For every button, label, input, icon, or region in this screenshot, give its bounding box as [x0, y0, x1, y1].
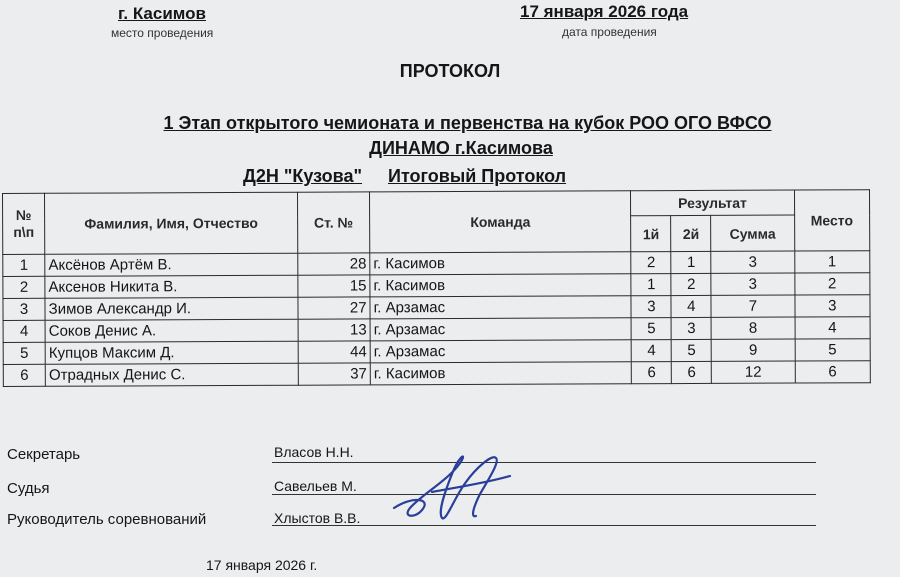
row-run2: 6: [672, 361, 712, 383]
table-row: [3, 361, 870, 387]
row-sum: 12: [712, 361, 795, 383]
row-place: 6: [795, 361, 871, 383]
row-sum: 3: [711, 273, 794, 295]
event-title-line2: ДИНАМО г.Касимова: [369, 138, 553, 158]
row-team: г. Арзамас: [370, 340, 631, 363]
row-run2: 5: [671, 339, 711, 361]
handwritten-signature: [392, 448, 522, 528]
results-table: [2, 189, 871, 387]
row-run2: 1: [671, 251, 711, 273]
row-sum: 9: [711, 339, 794, 361]
row-run1: 4: [632, 340, 672, 362]
row-sum: 3: [711, 251, 794, 273]
row-run2: 4: [671, 295, 711, 317]
date-value: 17 января 2026 года: [520, 2, 689, 21]
judge-label: Судья: [7, 480, 50, 497]
row-place: 5: [795, 339, 871, 361]
header-result: Результат: [631, 190, 794, 216]
row-name: Аксёнов Артём В.: [45, 253, 298, 276]
header-sum: Сумма: [711, 215, 794, 251]
judge-sign-line: [272, 494, 816, 495]
director-label: Руководитель соревнований: [7, 511, 207, 528]
row-num: 2: [3, 276, 45, 298]
venue-value: г. Касимов: [118, 4, 206, 23]
row-start-number: 27: [298, 297, 370, 319]
secretary-sign-line: [272, 462, 816, 463]
row-num: 6: [3, 364, 45, 386]
director-sign-line: [272, 525, 816, 526]
row-team: г. Касимов: [370, 362, 631, 385]
row-name: Зимов Александр И.: [45, 297, 298, 320]
row-team: г. Касимов: [370, 274, 631, 297]
footer-date: 17 января 2026 г.: [206, 557, 318, 573]
row-run2: 3: [671, 317, 711, 339]
header-start-number: Ст. №: [297, 192, 370, 253]
row-num: 5: [3, 342, 45, 364]
secretary-name: Власов Н.Н.: [274, 444, 354, 460]
row-name: Аксенов Никита В.: [45, 275, 298, 298]
venue-caption: место проведения: [111, 26, 214, 40]
row-name: Купцов Максим Д.: [45, 341, 298, 364]
row-start-number: 44: [298, 341, 370, 363]
date-caption: дата проведения: [562, 25, 657, 39]
row-run1: 6: [632, 362, 672, 384]
row-num: 3: [3, 298, 45, 320]
row-place: 2: [794, 273, 870, 295]
row-team: г. Касимов: [370, 252, 631, 275]
category-name: Д2Н "Кузова": [243, 166, 362, 186]
document-title: ПРОТОКОЛ: [399, 61, 501, 81]
row-sum: 7: [711, 295, 794, 317]
row-team: г. Арзамас: [370, 296, 631, 319]
row-run1: 5: [631, 318, 671, 340]
row-name: Отрадных Денис С.: [45, 363, 298, 386]
director-name: Хлыстов В.В.: [274, 510, 361, 526]
category-title: [243, 166, 566, 187]
row-place: 3: [794, 295, 870, 317]
secretary-label: Секретарь: [7, 446, 81, 463]
header-run1: 1й: [631, 216, 671, 252]
header-run2: 2й: [671, 216, 711, 252]
row-sum: 8: [711, 317, 794, 339]
row-team: г. Арзамас: [370, 318, 631, 341]
row-start-number: 15: [298, 275, 370, 297]
table-header-row: [3, 190, 870, 219]
row-num: 4: [3, 320, 45, 342]
row-start-number: 37: [298, 363, 370, 385]
row-start-number: 28: [298, 253, 370, 275]
header-num: № п\п: [3, 193, 45, 254]
header-team: Команда: [370, 191, 632, 253]
row-num: 1: [3, 254, 45, 276]
event-title-line1: 1 Этап открытого чемионата и первенства на кубок РОО ОГО ВФСО: [163, 113, 772, 133]
row-run2: 2: [671, 273, 711, 295]
row-run1: 1: [631, 274, 671, 296]
header-name: Фамилия, Имя, Отчество: [45, 192, 298, 254]
row-start-number: 13: [298, 319, 370, 341]
row-place: 4: [795, 317, 871, 339]
row-name: Соков Денис А.: [45, 319, 298, 342]
row-run1: 2: [631, 252, 671, 274]
header-place: Место: [794, 190, 870, 251]
row-run1: 3: [631, 296, 671, 318]
protocol-type: Итоговый Протокол: [388, 166, 567, 186]
judge-name: Савельев М.: [274, 478, 357, 494]
row-place: 1: [794, 251, 870, 273]
